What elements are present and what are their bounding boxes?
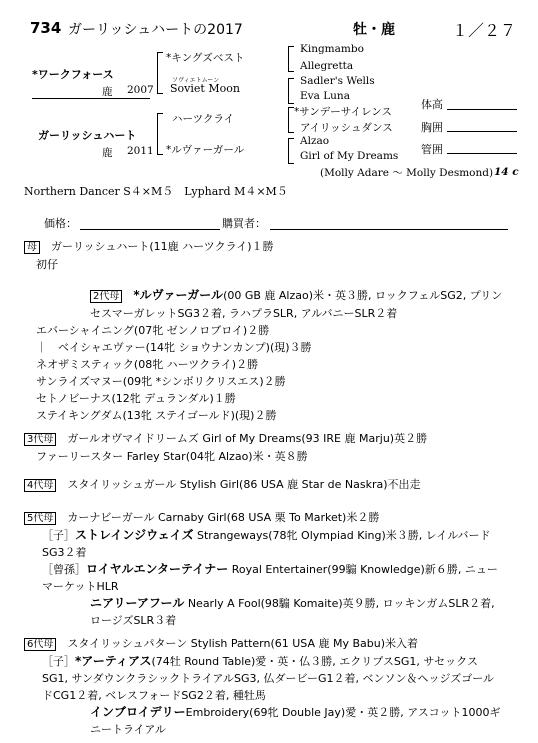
line-text: カーナビーガール Carnaby Girl(68 USA 栗 To Market)米２勝 <box>67 511 380 524</box>
section-line <box>24 356 504 373</box>
line-text: Embroidery(69牝 Double Jay)愛・英２勝, アスコット1000ギニートライアル <box>90 706 501 736</box>
section-line <box>24 561 504 595</box>
line-text: ｜ ベイシャエヴァー(14牝 ショウナンカンプ)(現)３勝 <box>36 341 312 354</box>
line-text: セトノビーナス(12牝 デュランダル)１勝 <box>36 392 236 405</box>
line-text: ガーリッシュハート(11鹿 ハーツクライ)１勝 <box>51 240 274 253</box>
sire-year: 2007 <box>127 84 154 96</box>
height-label: 体高 <box>421 98 443 111</box>
horse-name: ガーリッシュハートの2017 <box>68 22 243 38</box>
dam-color: 鹿 <box>102 147 113 159</box>
section-4 <box>24 476 504 494</box>
section-line <box>24 430 504 448</box>
section-line <box>24 595 504 629</box>
section-2 <box>24 287 504 424</box>
section-3 <box>24 430 504 465</box>
section-5 <box>24 509 504 629</box>
section-line <box>24 287 504 322</box>
gen4-1: Kingmambo <box>300 43 364 55</box>
notable-horse: ストレインジウェイズ <box>75 528 194 542</box>
section-label: 6代母 <box>24 638 56 651</box>
line-text: ファーリースター Farley Star(04牝 Alzao)米・英８勝 <box>36 450 308 463</box>
section-line <box>24 509 504 527</box>
sire-dam: Soviet Moon <box>170 82 240 95</box>
price-label: 価格： <box>44 217 77 230</box>
section-line <box>24 407 504 424</box>
section-line <box>24 390 504 407</box>
line-text: Nearly A Fool(98騸 Komaite)英９勝, ロッキンガムSLR２着, ロージズSLR３着 <box>90 597 495 627</box>
notable-horse: インブロイデリー <box>90 705 186 719</box>
section-line <box>24 704 504 738</box>
notable-horse: *ルヴァーガール <box>133 288 224 302</box>
section-label: 母 <box>24 241 40 254</box>
sire-dam-ruby: ソヴィエトムーン <box>172 77 220 84</box>
section-label: 4代母 <box>24 479 56 492</box>
section-line <box>24 256 504 273</box>
gen4-7: Alzao <box>300 135 330 147</box>
gen4-8: Girl of My Dreams <box>300 150 399 162</box>
relation-prefix: ［子］ <box>42 655 75 668</box>
dam-year: 2011 <box>127 145 154 157</box>
line-text: (74牡 Round Table)愛・英・仏３勝, エクリプスSG1, サセックスSG1, サンダウンクラシックトライアルSG3, 仏ダービーG1２着, ベンソン＆ヘッジズゴールドCG1２着, ベレスフォードSG2２着, 種牡馬 <box>42 655 494 702</box>
family-number: 14 c <box>494 166 519 178</box>
section-line <box>24 373 504 390</box>
section-label: 2代母 <box>90 290 122 303</box>
section-label: 5代母 <box>24 512 56 525</box>
section-label: 3代母 <box>24 433 56 446</box>
notable-horse: ニアリーアフール <box>90 596 185 610</box>
line-text: スタイリッシュパターン Stylish Pattern(61 USA 鹿 My Babu)米入着 <box>67 637 419 650</box>
line-text: ステイキングダム(13牝 ステイゴールド)(現)２勝 <box>36 409 277 422</box>
page-number: １／２７ <box>452 21 517 40</box>
section-line <box>24 322 504 339</box>
gen5-note: (Molly Adare ～ Molly Desmond) <box>320 167 494 179</box>
section-6 <box>24 635 504 738</box>
sire-sire: *キングズベスト <box>166 52 245 64</box>
line-text: (00 GB 鹿 Alzao)米・英３勝, ロックフェルSG2, プリンセスマーガレットSG3２着, ラハプラSLR, アルバニーSLR２着 <box>90 289 503 320</box>
gen4-4: Eva Luna <box>300 90 350 102</box>
section-line <box>24 448 504 465</box>
line-text: エバーシャイニング(07牝 ゼンノロブロイ)２勝 <box>36 324 270 337</box>
section-line <box>24 635 504 653</box>
dam-sire: ハーツクライ <box>172 113 235 125</box>
line-text: スタイリッシュガール Stylish Girl(86 USA 鹿 Star de Naskra)不出走 <box>67 478 421 491</box>
section-line <box>24 339 504 356</box>
cannon-label: 管囲 <box>421 143 443 156</box>
relation-prefix: ［曾孫］ <box>42 563 86 576</box>
line-text: サンライズマヌー(09牝 *シンボリクリスエス)２勝 <box>36 375 286 388</box>
inbreeding: Northern Dancer S４×M５ Lyphard M４×M５ <box>24 185 288 198</box>
section-line <box>24 476 504 494</box>
dam-name: ガーリッシュハート <box>38 129 137 142</box>
lot-number: 734 <box>30 19 62 37</box>
sire-name: *ワークフォース <box>32 68 114 81</box>
gen4-2: Allegretta <box>300 60 354 72</box>
section-line <box>24 653 504 704</box>
sire-color: 鹿 <box>102 86 113 98</box>
notable-horse: *アーティアス <box>75 654 152 668</box>
gen4-6: アイリッシュダンス <box>300 122 393 134</box>
line-text: Strangeways(78牝 Olympiad King)米３勝, レイルバードSG3２着 <box>42 529 491 559</box>
section-line <box>24 527 504 561</box>
sex-color: 牡・鹿 <box>353 22 395 38</box>
line-text: ガールオヴマイドリームズ Girl of My Dreams(93 IRE 鹿 Marju)英２勝 <box>67 432 428 445</box>
gen4-5: *サンデーサイレンス <box>294 106 392 118</box>
buyer-label: 購買者： <box>222 217 266 230</box>
dam-dam: *ルヴァーガール <box>166 144 245 156</box>
line-text: ネオザミスティック(08牝 ハーツクライ)２勝 <box>36 358 259 371</box>
gen4-3: Sadler's Wells <box>300 75 375 87</box>
line-text: Royal Entertainer(99騸 Knowledge)新６勝, ニューマーケットHLR <box>42 563 498 593</box>
girth-label: 胸囲 <box>421 121 443 134</box>
section-1 <box>24 238 504 273</box>
section-line <box>24 238 504 256</box>
notable-horse: ロイヤルエンターテイナー <box>86 562 229 576</box>
line-text: 初仔 <box>36 258 58 271</box>
relation-prefix: ［子］ <box>42 529 75 542</box>
